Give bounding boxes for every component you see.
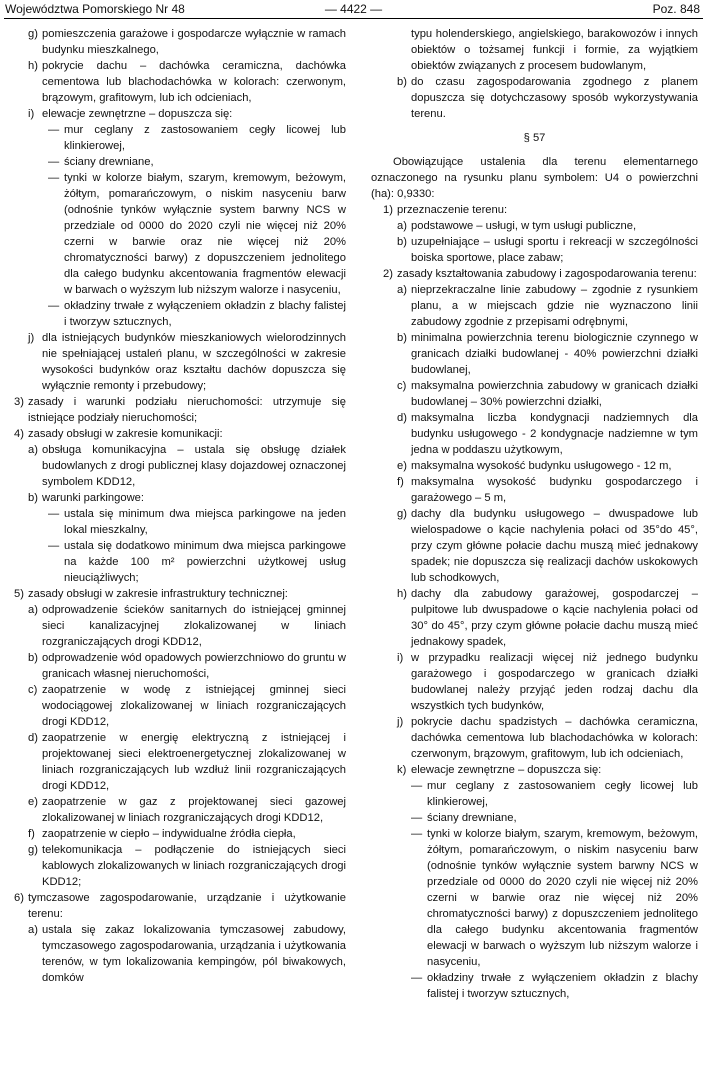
- item-marker: b): [397, 236, 407, 248]
- dash-item: [48, 122, 346, 154]
- numbered-item: [14, 890, 346, 922]
- item-text: ustala się zakaz lokalizowania tymczasowej zabudowy, tymczasowego zagospodarowania, urządzania i użytkowania terenów, w tym lokalizowania kempingów, pól biwakowych, domków: [42, 924, 346, 984]
- item-text: pokrycie dachu spadzistych – dachówka ceramiczna, dachówka cementowa lub blachodachówka w kolorach: czerwonym, brązowym, grafitowym, lub ich odcieniach,: [411, 716, 698, 760]
- item-marker: a): [397, 284, 407, 296]
- list-item: [28, 826, 346, 842]
- item-marker: a): [397, 220, 407, 232]
- item-text: maksymalna liczba kondygnacji nadziemnych dla budynku usługowego - 2 kondygnacje nadziemne w tym jedna w poddaszu użytkowym,: [411, 412, 698, 456]
- item-text: zasady i warunki podziału nieruchomości: utrzymuje się istniejące podziały nieruchomości;: [28, 396, 346, 424]
- item-marker: 6): [14, 892, 24, 904]
- item-marker: —: [411, 828, 423, 840]
- item-marker: 3): [14, 396, 24, 408]
- item-marker: 2): [383, 268, 393, 280]
- item-text: zasady kształtowania zabudowy i zagospodarowania terenu:: [397, 268, 697, 280]
- list-item: [397, 506, 698, 586]
- numbered-item: [14, 426, 346, 442]
- item-text: w przypadku realizacji więcej niż jednego budynku garażowego i gospodarczego w granicach działki budowlanej należy przyjąć jeden rodzaj dachu dla wszystkich tych budynków,: [411, 652, 698, 712]
- item-marker: —: [48, 540, 60, 552]
- item-text: telekomunikacja – podłączenie do istniejących sieci kablowych zlokalizowanych w liniach rozgraniczających drogi KDD12;: [42, 844, 346, 888]
- dash-item: [48, 506, 346, 538]
- item-marker: f): [397, 476, 404, 488]
- list-item: [397, 218, 698, 234]
- page-header: [5, 0, 702, 18]
- item-marker: b): [397, 76, 407, 88]
- list-item: [28, 58, 346, 106]
- item-text: ściany drewniane,: [64, 156, 154, 168]
- dash-item: [48, 298, 346, 330]
- item-text: tynki w kolorze białym, szarym, kremowym, beżowym, żółtym, pomarańczowym, o niskim nasyceniu barw (odnośnie tynków wyłącznie system barwny NCS w przedziale od 0000 do 2020 czyli nie więcej niż 20% czerni w barwie oraz nie więcej niż 20% chromatyczności barwy) z dopuszczeniem jednolitego dla całego budynku akcentowania fragmentów elewacji w barwach o wyższym lub niższym walorze i nasyceniu,: [427, 828, 698, 968]
- dash-item: [411, 778, 698, 810]
- spacer: [371, 146, 698, 154]
- list-item: [397, 74, 698, 122]
- item-text: okładziny trwałe z wyłączeniem okładzin z blachy falistej i tworzyw sztucznych,: [64, 300, 346, 328]
- section-heading: § 57: [523, 132, 546, 144]
- item-marker: —: [48, 300, 60, 312]
- list-item: [28, 794, 346, 826]
- item-marker: —: [48, 156, 60, 168]
- list-item: [397, 762, 698, 778]
- right-column: [371, 26, 698, 1002]
- item-text: do czasu zagospodarowania zgodnego z planem dopuszcza się dotychczasowy sposób wykorzystywania terenu.: [411, 76, 698, 120]
- list-item: [397, 378, 698, 410]
- list-item: [28, 922, 346, 986]
- item-text: elewacje zewnętrzne – dopuszcza się:: [411, 764, 602, 776]
- item-marker: e): [397, 460, 407, 472]
- item-marker: i): [397, 652, 404, 664]
- list-item: [28, 730, 346, 794]
- list-item: [28, 330, 346, 394]
- item-text: dachy dla budynku usługowego – dwuspadowe lub wielospadowe o kącie nachylenia połaci od 35°do 45°, przy czym główne połacie dachu muszą mieć jednakowy spadek; nie dopuszcza się realizacji dachów uskokowych lub schodkowych,: [411, 508, 698, 584]
- item-marker: g): [28, 844, 38, 856]
- item-marker: 1): [383, 204, 393, 216]
- item-text: ustala się dodatkowo minimum dwa miejsca parkingowe na każde 100 m² powierzchni użytkowej usług nieuciążliwych;: [64, 540, 346, 584]
- item-text: maksymalna wysokość budynku usługowego - 12 m,: [411, 460, 672, 472]
- numbered-item: [383, 202, 698, 218]
- spacer: [371, 122, 698, 130]
- item-marker: h): [397, 588, 407, 600]
- item-text: mur ceglany z zastosowaniem cegły licowej lub klinkierowej,: [427, 780, 698, 808]
- list-item: [28, 106, 346, 122]
- item-text: obsługa komunikacyjna – ustala się obsługę działek budowlanych z drogi publicznej klasy dojazdowej oznaczonej symbolem KDD12,: [42, 444, 346, 488]
- item-marker: d): [397, 412, 407, 424]
- item-marker: c): [28, 684, 38, 696]
- list-item: [397, 234, 698, 266]
- intro-paragraph: Obowiązujące ustalenia dla terenu elementarnego oznaczonego na rysunku planu symbolem: U4 o powierzchni (ha): 0,9330:: [371, 156, 698, 200]
- item-marker: —: [411, 780, 423, 792]
- item-marker: b): [397, 332, 407, 344]
- item-marker: g): [397, 508, 407, 520]
- item-text: podstawowe – usługi, w tym usługi publiczne,: [411, 220, 637, 232]
- item-text: tynki w kolorze białym, szarym, kremowym, beżowym, żółtym, pomarańczowym, o niskim nasyceniu barw (odnośnie tynków wyłącznie system barwny NCS w przedziale od 0000 do 2020 czyli nie więcej niż 20% czerni w barwie oraz nie więcej niż 20% chromatyczności barwy) z dopuszczeniem jednolitego dla całego budynku akcentowania fragmentów elewacji w barwach o wyższym lub niższym walorze i nasyceniu,: [64, 172, 346, 296]
- item-text: uzupełniające – usługi sportu i rekreacji w szczególności boiska sportowe, place zabaw;: [411, 236, 698, 264]
- item-text: odprowadzenie wód opadowych powierzchniowo do gruntu w granicach własnej nieruchomości,: [42, 652, 346, 680]
- item-text: dla istniejących budynków mieszkaniowych wielorodzinnych nie spełniającej ustaleń planu, w szczególności w zakresie wysokości budynków oraz kształtu dachów dopuszcza się wyłącznie remonty i przebudowy;: [42, 332, 346, 392]
- numbered-item: [14, 586, 346, 602]
- item-text: warunki parkingowe:: [42, 492, 144, 504]
- dash-item: [411, 826, 698, 970]
- list-item: [28, 682, 346, 730]
- header-rule: [4, 18, 703, 19]
- item-text: pomieszczenia garażowe i gospodarcze wyłącznie w ramach budynku mieszkalnego,: [42, 28, 346, 56]
- item-marker: k): [397, 764, 407, 776]
- item-marker: f): [28, 828, 35, 840]
- list-item: [397, 458, 698, 474]
- journal-title: Województwa Pomorskiego Nr 48: [5, 2, 185, 16]
- item-text: zasady obsługi w zakresie komunikacji:: [28, 428, 223, 440]
- dash-item: [411, 810, 698, 826]
- item-text: elewacje zewnętrzne – dopuszcza się:: [42, 108, 233, 120]
- item-text: dachy dla zabudowy garażowej, gospodarczej – pulpitowe lub dwuspadowe o kącie nachylenia połaci od 30° do 45°, przy czym główne połacie dachu muszą mieć jednakowy spadek,: [411, 588, 698, 648]
- list-item: [397, 282, 698, 330]
- list-item: [28, 26, 346, 58]
- item-text: minimalna powierzchnia terenu biologicznie czynnego w granicach działki budowlanej - 40% powierzchni działki budowlanej,: [411, 332, 698, 376]
- item-text: przeznaczenie terenu:: [397, 204, 508, 216]
- item-marker: —: [411, 812, 423, 824]
- list-item: [397, 714, 698, 762]
- item-text: ustala się minimum dwa miejsca parkingowe na jeden lokal mieszkalny,: [64, 508, 346, 536]
- page-number: — 4422 —: [324, 2, 383, 16]
- dash-item: [48, 538, 346, 586]
- numbered-item: [14, 394, 346, 426]
- item-text: tymczasowe zagospodarowanie, urządzanie i użytkowanie terenu:: [28, 892, 346, 920]
- list-item: [397, 410, 698, 458]
- item-text: ściany drewniane,: [427, 812, 517, 824]
- item-marker: h): [28, 60, 38, 72]
- item-marker: a): [28, 604, 38, 616]
- item-marker: 5): [14, 588, 24, 600]
- item-text: zasady obsługi w zakresie infrastruktury technicznej:: [28, 588, 288, 600]
- item-marker: —: [48, 508, 60, 520]
- list-item: [28, 650, 346, 682]
- list-item: [397, 650, 698, 714]
- item-marker: c): [397, 380, 407, 392]
- item-text: zaopatrzenie w wodę z istniejącej gminnej sieci wodociągowej zlokalizowanej w liniach rozgraniczających drogi KDD12,: [42, 684, 346, 728]
- item-text: zaopatrzenie w gaz z projektowanej sieci gazowej zlokalizowanej w liniach rozgraniczających drogi KDD12,: [42, 796, 346, 824]
- item-marker: a): [28, 444, 38, 456]
- list-item: [397, 330, 698, 378]
- item-marker: d): [28, 732, 38, 744]
- item-marker: j): [397, 716, 404, 728]
- item-marker: 4): [14, 428, 24, 440]
- dash-item: [48, 154, 346, 170]
- list-item: [397, 586, 698, 650]
- list-item: [28, 442, 346, 490]
- list-item: [28, 602, 346, 650]
- item-marker: —: [48, 172, 60, 184]
- item-text: zaopatrzenie w energię elektryczną z istniejącej i projektowanej sieci elektroenergetycznej zlokalizowanej w liniach rozgraniczających lub wzdłuż linii rozgraniczających drogi KDD12,: [42, 732, 346, 792]
- item-marker: a): [28, 924, 38, 936]
- item-marker: g): [28, 28, 38, 40]
- dash-item: [48, 170, 346, 298]
- item-marker: i): [28, 108, 35, 120]
- left-column: [14, 26, 346, 986]
- numbered-item: [383, 266, 698, 282]
- item-marker: e): [28, 796, 38, 808]
- item-marker: b): [28, 652, 38, 664]
- dash-item: [411, 970, 698, 1002]
- continued-text: typu holenderskiego, angielskiego, barakowozów i innych obiektów o tożsamej funkcji i formie, za wyjątkiem obiektów związanych z procesem budowlanym,: [411, 28, 698, 72]
- item-marker: —: [411, 972, 423, 984]
- list-item: [28, 842, 346, 890]
- list-item: [397, 474, 698, 506]
- item-text: maksymalna powierzchnia zabudowy w granicach działki budowlanej – 30% powierzchni działki,: [411, 380, 698, 408]
- item-marker: j): [28, 332, 35, 344]
- item-marker: b): [28, 492, 38, 504]
- list-item: [28, 490, 346, 506]
- item-text: odprowadzenie ścieków sanitarnych do istniejącej gminnej sieci kanalizacyjnej zlokalizowanej w liniach rozgraniczających drogi KDD12,: [42, 604, 346, 648]
- item-text: mur ceglany z zastosowaniem cegły licowej lub klinkierowej,: [64, 124, 346, 152]
- item-text: zaopatrzenie w ciepło – indywidualne źródła ciepła,: [42, 828, 296, 840]
- item-text: maksymalna wysokość budynku gospodarczego i garażowego – 5 m,: [411, 476, 698, 504]
- item-text: pokrycie dachu – dachówka ceramiczna, dachówka cementowa lub blachodachówka w kolorach: czerwonym, brązowym, grafitowym, lub ich odcieniach,: [42, 60, 346, 104]
- position-number: Poz. 848: [652, 2, 700, 16]
- item-text: okładziny trwałe z wyłączeniem okładzin z blachy falistej i tworzyw sztucznych,: [427, 972, 698, 1000]
- item-marker: —: [48, 124, 60, 136]
- item-text: nieprzekraczalne linie zabudowy – zgodnie z rysunkiem planu, a w miejscach gdzie nie wyznaczono linii zabudowy zgodnie z przepisami odrębnymi,: [411, 284, 698, 328]
